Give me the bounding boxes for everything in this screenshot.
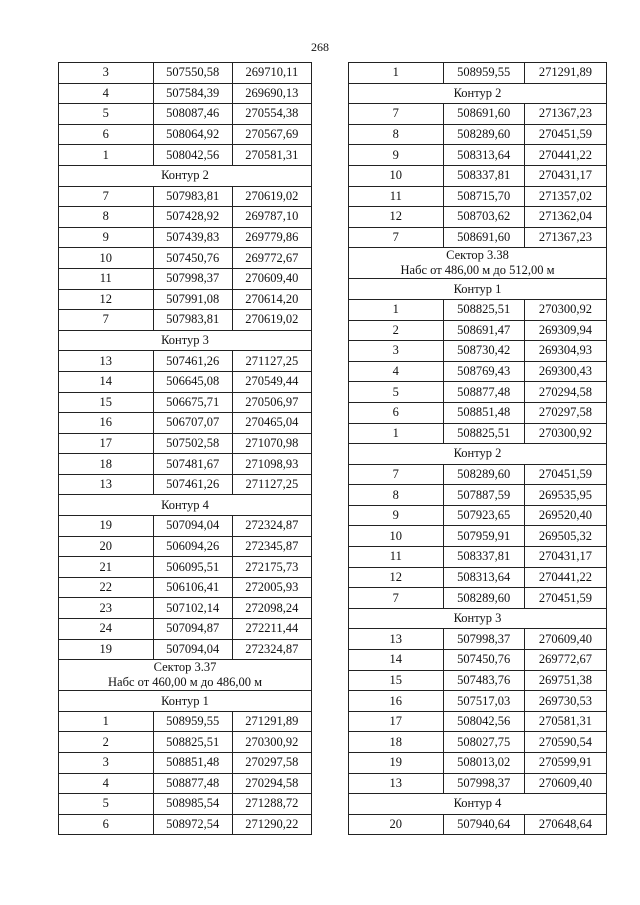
section-header	[59, 165, 312, 186]
table-row	[59, 351, 312, 372]
x-coordinate-cell: 508691,60	[443, 227, 524, 248]
section-header-line: Контур 4	[453, 796, 502, 811]
table-row	[59, 536, 312, 557]
table-row	[349, 382, 607, 403]
x-coordinate-cell: 508985,54	[153, 794, 232, 815]
point-number-cell: 7	[349, 227, 444, 248]
table-row	[349, 145, 607, 166]
x-coordinate-cell: 508769,43	[443, 361, 524, 382]
x-coordinate-cell: 508691,60	[443, 104, 524, 125]
y-coordinate-cell: 270590,54	[524, 732, 606, 753]
section-header-line: Контур 3	[453, 611, 502, 626]
section-header	[349, 444, 607, 465]
point-number-cell: 5	[59, 104, 154, 125]
table-row	[59, 598, 312, 619]
x-coordinate-cell: 507959,91	[443, 526, 524, 547]
y-coordinate-cell: 270609,40	[524, 629, 606, 650]
y-coordinate-cell: 270294,58	[232, 773, 311, 794]
x-coordinate-cell: 508825,51	[443, 423, 524, 444]
table-row	[349, 299, 607, 320]
point-number-cell: 5	[59, 794, 154, 815]
y-coordinate-cell: 271367,23	[524, 227, 606, 248]
table-row	[59, 516, 312, 537]
point-number-cell: 22	[59, 577, 154, 598]
section-header-line: Контур 3	[161, 333, 209, 348]
point-number-cell: 15	[349, 670, 444, 691]
y-coordinate-cell: 269309,94	[524, 320, 606, 341]
table-row	[59, 753, 312, 774]
point-number-cell: 13	[59, 474, 154, 495]
section-header-row	[349, 248, 607, 279]
y-coordinate-cell: 270581,31	[524, 711, 606, 732]
section-header-line: Контур 2	[453, 85, 502, 100]
table-row	[349, 361, 607, 382]
table-row	[349, 773, 607, 794]
x-coordinate-cell: 506095,51	[153, 557, 232, 578]
table-row	[349, 423, 607, 444]
y-coordinate-cell: 270300,92	[524, 299, 606, 320]
point-number-cell: 5	[349, 382, 444, 403]
section-header-row	[59, 660, 312, 691]
y-coordinate-cell: 269505,32	[524, 526, 606, 547]
x-coordinate-cell: 508877,48	[153, 773, 232, 794]
x-coordinate-cell: 507991,08	[153, 289, 232, 310]
x-coordinate-cell: 508851,48	[443, 402, 524, 423]
point-number-cell: 14	[349, 650, 444, 671]
x-coordinate-cell: 507439,83	[153, 227, 232, 248]
point-number-cell: 10	[349, 165, 444, 186]
y-coordinate-cell: 270614,20	[232, 289, 311, 310]
point-number-cell: 7	[349, 464, 444, 485]
table-row	[59, 124, 312, 145]
point-number-cell: 12	[349, 207, 444, 228]
section-header	[59, 495, 312, 516]
y-coordinate-cell: 269710,11	[232, 63, 311, 84]
x-coordinate-cell: 507502,58	[153, 433, 232, 454]
point-number-cell: 17	[59, 433, 154, 454]
y-coordinate-cell: 269690,13	[232, 83, 311, 104]
section-header-line: Контур 4	[161, 497, 209, 512]
section-header	[59, 660, 312, 691]
table-row	[59, 63, 312, 84]
table-row	[59, 207, 312, 228]
point-number-cell: 15	[59, 392, 154, 413]
table-row	[349, 505, 607, 526]
x-coordinate-cell: 507450,76	[443, 650, 524, 671]
table-row	[349, 547, 607, 568]
x-coordinate-cell: 507998,37	[153, 268, 232, 289]
table-row	[59, 577, 312, 598]
table-row	[59, 639, 312, 660]
table-row	[59, 773, 312, 794]
point-number-cell: 1	[59, 145, 154, 166]
y-coordinate-cell: 270451,59	[524, 588, 606, 609]
x-coordinate-cell: 507094,87	[153, 619, 232, 640]
table-row	[59, 711, 312, 732]
y-coordinate-cell: 270599,91	[524, 753, 606, 774]
y-coordinate-cell: 272098,24	[232, 598, 311, 619]
table-row	[59, 474, 312, 495]
x-coordinate-cell: 507940,64	[443, 814, 524, 835]
section-header	[349, 83, 607, 104]
section-header	[349, 608, 607, 629]
table-row	[349, 165, 607, 186]
section-header-line: Контур 2	[161, 168, 209, 183]
table-row	[349, 753, 607, 774]
y-coordinate-cell: 272345,87	[232, 536, 311, 557]
coordinates-table-left	[58, 62, 312, 835]
x-coordinate-cell: 508959,55	[153, 711, 232, 732]
point-number-cell: 3	[59, 753, 154, 774]
point-number-cell: 21	[59, 557, 154, 578]
table-row	[349, 207, 607, 228]
x-coordinate-cell: 507481,67	[153, 454, 232, 475]
y-coordinate-cell: 271362,04	[524, 207, 606, 228]
y-coordinate-cell: 270619,02	[232, 310, 311, 331]
y-coordinate-cell: 269304,93	[524, 341, 606, 362]
y-coordinate-cell: 270554,38	[232, 104, 311, 125]
point-number-cell: 14	[59, 371, 154, 392]
point-number-cell: 8	[349, 485, 444, 506]
point-number-cell: 19	[59, 516, 154, 537]
x-coordinate-cell: 508959,55	[443, 63, 524, 84]
y-coordinate-cell: 269520,40	[524, 505, 606, 526]
y-coordinate-cell: 271367,23	[524, 104, 606, 125]
x-coordinate-cell: 508825,51	[443, 299, 524, 320]
section-header-row	[349, 794, 607, 815]
x-coordinate-cell: 508730,42	[443, 341, 524, 362]
x-coordinate-cell: 508877,48	[443, 382, 524, 403]
x-coordinate-cell: 508337,81	[443, 547, 524, 568]
section-header-line: Набс от 460,00 м до 486,00 м	[108, 675, 262, 690]
section-header-line: Сектор 3.38	[446, 248, 509, 263]
table-row	[349, 341, 607, 362]
table-row	[59, 145, 312, 166]
point-number-cell: 16	[349, 691, 444, 712]
y-coordinate-cell: 270300,92	[524, 423, 606, 444]
section-header-row	[59, 691, 312, 712]
x-coordinate-cell: 508313,64	[443, 145, 524, 166]
point-number-cell: 8	[349, 124, 444, 145]
x-coordinate-cell: 508064,92	[153, 124, 232, 145]
point-number-cell: 13	[59, 351, 154, 372]
y-coordinate-cell: 270506,97	[232, 392, 311, 413]
point-number-cell: 10	[59, 248, 154, 269]
point-number-cell: 4	[349, 361, 444, 382]
table-row	[349, 186, 607, 207]
y-coordinate-cell: 271290,22	[232, 814, 311, 835]
section-header-row	[59, 495, 312, 516]
table-row	[349, 104, 607, 125]
table-row	[349, 814, 607, 835]
x-coordinate-cell: 507550,58	[153, 63, 232, 84]
y-coordinate-cell: 271127,25	[232, 351, 311, 372]
table-row	[59, 310, 312, 331]
table-row	[349, 711, 607, 732]
section-header	[349, 794, 607, 815]
x-coordinate-cell: 507983,81	[153, 310, 232, 331]
y-coordinate-cell: 272324,87	[232, 639, 311, 660]
section-header-line: Набс от 486,00 м до 512,00 м	[400, 263, 555, 278]
point-number-cell: 13	[349, 773, 444, 794]
point-number-cell: 12	[349, 567, 444, 588]
x-coordinate-cell: 506094,26	[153, 536, 232, 557]
x-coordinate-cell: 507461,26	[153, 474, 232, 495]
table-row	[349, 567, 607, 588]
x-coordinate-cell: 508825,51	[153, 732, 232, 753]
point-number-cell: 19	[59, 639, 154, 660]
coordinates-table-right	[348, 62, 607, 835]
y-coordinate-cell: 270451,59	[524, 464, 606, 485]
x-coordinate-cell: 507450,76	[153, 248, 232, 269]
y-coordinate-cell: 269779,86	[232, 227, 311, 248]
x-coordinate-cell: 507584,39	[153, 83, 232, 104]
x-coordinate-cell: 507923,65	[443, 505, 524, 526]
section-header-line: Контур 1	[161, 693, 209, 708]
y-coordinate-cell: 271098,93	[232, 454, 311, 475]
y-coordinate-cell: 269535,95	[524, 485, 606, 506]
x-coordinate-cell: 507461,26	[153, 351, 232, 372]
table-row	[59, 732, 312, 753]
x-coordinate-cell: 508013,02	[443, 753, 524, 774]
table-row	[59, 814, 312, 835]
x-coordinate-cell: 507517,03	[443, 691, 524, 712]
y-coordinate-cell: 269787,10	[232, 207, 311, 228]
point-number-cell: 9	[349, 145, 444, 166]
y-coordinate-cell: 270451,59	[524, 124, 606, 145]
table-row	[349, 485, 607, 506]
x-coordinate-cell: 508337,81	[443, 165, 524, 186]
y-coordinate-cell: 270567,69	[232, 124, 311, 145]
x-coordinate-cell: 507998,37	[443, 629, 524, 650]
table-row	[59, 619, 312, 640]
table-row	[349, 464, 607, 485]
table-row	[349, 650, 607, 671]
y-coordinate-cell: 272005,93	[232, 577, 311, 598]
section-header	[59, 330, 312, 351]
point-number-cell: 3	[59, 63, 154, 84]
y-coordinate-cell: 272211,44	[232, 619, 311, 640]
table-row	[349, 732, 607, 753]
point-number-cell: 17	[349, 711, 444, 732]
point-number-cell: 9	[59, 227, 154, 248]
y-coordinate-cell: 271291,89	[232, 711, 311, 732]
x-coordinate-cell: 506645,08	[153, 371, 232, 392]
y-coordinate-cell: 271291,89	[524, 63, 606, 84]
x-coordinate-cell: 507483,76	[443, 670, 524, 691]
point-number-cell: 1	[59, 711, 154, 732]
point-number-cell: 6	[59, 124, 154, 145]
section-header-row	[349, 444, 607, 465]
table-row	[59, 557, 312, 578]
point-number-cell: 18	[59, 454, 154, 475]
table-row	[59, 268, 312, 289]
x-coordinate-cell: 508289,60	[443, 464, 524, 485]
y-coordinate-cell: 270441,22	[524, 145, 606, 166]
x-coordinate-cell: 508289,60	[443, 124, 524, 145]
y-coordinate-cell: 269772,67	[232, 248, 311, 269]
point-number-cell: 4	[59, 773, 154, 794]
x-coordinate-cell: 507102,14	[153, 598, 232, 619]
point-number-cell: 12	[59, 289, 154, 310]
y-coordinate-cell: 270609,40	[524, 773, 606, 794]
x-coordinate-cell: 508691,47	[443, 320, 524, 341]
table-row	[59, 289, 312, 310]
point-number-cell: 1	[349, 423, 444, 444]
x-coordinate-cell: 508972,54	[153, 814, 232, 835]
point-number-cell: 13	[349, 629, 444, 650]
page-number: 268	[311, 40, 329, 54]
y-coordinate-cell: 270648,64	[524, 814, 606, 835]
section-header-line: Контур 1	[453, 281, 502, 296]
point-number-cell: 4	[59, 83, 154, 104]
section-header-line: Сектор 3.37	[153, 660, 217, 675]
table-row	[59, 83, 312, 104]
point-number-cell: 7	[349, 588, 444, 609]
point-number-cell: 1	[349, 63, 444, 84]
point-number-cell: 20	[349, 814, 444, 835]
table-row	[59, 248, 312, 269]
point-number-cell: 19	[349, 753, 444, 774]
y-coordinate-cell: 269772,67	[524, 650, 606, 671]
y-coordinate-cell: 270609,40	[232, 268, 311, 289]
x-coordinate-cell: 508027,75	[443, 732, 524, 753]
section-header-line: Контур 2	[453, 446, 502, 461]
table-row	[59, 413, 312, 434]
table-row	[349, 691, 607, 712]
y-coordinate-cell: 271127,25	[232, 474, 311, 495]
table-row	[349, 124, 607, 145]
x-coordinate-cell: 507094,04	[153, 516, 232, 537]
x-coordinate-cell: 508313,64	[443, 567, 524, 588]
point-number-cell: 8	[59, 207, 154, 228]
y-coordinate-cell: 272324,87	[232, 516, 311, 537]
point-number-cell: 1	[349, 299, 444, 320]
y-coordinate-cell: 270549,44	[232, 371, 311, 392]
y-coordinate-cell: 271288,72	[232, 794, 311, 815]
y-coordinate-cell: 269300,43	[524, 361, 606, 382]
table-row	[59, 794, 312, 815]
point-number-cell: 3	[349, 341, 444, 362]
x-coordinate-cell: 507887,59	[443, 485, 524, 506]
point-number-cell: 7	[59, 186, 154, 207]
point-number-cell: 11	[349, 186, 444, 207]
point-number-cell: 6	[349, 402, 444, 423]
table-row	[349, 63, 607, 84]
point-number-cell: 6	[59, 814, 154, 835]
table-row	[349, 629, 607, 650]
table-row	[59, 104, 312, 125]
table-row	[59, 433, 312, 454]
x-coordinate-cell: 507094,04	[153, 639, 232, 660]
x-coordinate-cell: 508042,56	[443, 711, 524, 732]
x-coordinate-cell: 508289,60	[443, 588, 524, 609]
section-header	[349, 279, 607, 300]
table-row	[349, 670, 607, 691]
y-coordinate-cell: 270581,31	[232, 145, 311, 166]
y-coordinate-cell: 270294,58	[524, 382, 606, 403]
x-coordinate-cell: 507428,92	[153, 207, 232, 228]
point-number-cell: 7	[59, 310, 154, 331]
y-coordinate-cell: 270300,92	[232, 732, 311, 753]
point-number-cell: 11	[59, 268, 154, 289]
point-number-cell: 23	[59, 598, 154, 619]
point-number-cell: 16	[59, 413, 154, 434]
point-number-cell: 2	[59, 732, 154, 753]
point-number-cell: 10	[349, 526, 444, 547]
x-coordinate-cell: 508042,56	[153, 145, 232, 166]
table-row	[349, 526, 607, 547]
section-header-row	[349, 279, 607, 300]
y-coordinate-cell: 270465,04	[232, 413, 311, 434]
table-row	[349, 402, 607, 423]
table-row	[349, 588, 607, 609]
x-coordinate-cell: 508703,62	[443, 207, 524, 228]
point-number-cell: 18	[349, 732, 444, 753]
section-header-row	[349, 608, 607, 629]
section-header-row	[59, 330, 312, 351]
table-row	[59, 227, 312, 248]
x-coordinate-cell: 506675,71	[153, 392, 232, 413]
section-header-row	[349, 83, 607, 104]
y-coordinate-cell: 272175,73	[232, 557, 311, 578]
section-header	[59, 691, 312, 712]
y-coordinate-cell: 269730,53	[524, 691, 606, 712]
x-coordinate-cell: 506707,07	[153, 413, 232, 434]
point-number-cell: 9	[349, 505, 444, 526]
table-row	[59, 371, 312, 392]
y-coordinate-cell: 270297,58	[232, 753, 311, 774]
y-coordinate-cell: 270431,17	[524, 547, 606, 568]
table-row	[59, 454, 312, 475]
x-coordinate-cell: 508087,46	[153, 104, 232, 125]
section-header-row	[59, 165, 312, 186]
section-header	[349, 248, 607, 279]
y-coordinate-cell: 271357,02	[524, 186, 606, 207]
y-coordinate-cell: 271070,98	[232, 433, 311, 454]
x-coordinate-cell: 507998,37	[443, 773, 524, 794]
y-coordinate-cell: 270297,58	[524, 402, 606, 423]
table-row	[349, 320, 607, 341]
point-number-cell: 7	[349, 104, 444, 125]
x-coordinate-cell: 507983,81	[153, 186, 232, 207]
point-number-cell: 20	[59, 536, 154, 557]
x-coordinate-cell: 508851,48	[153, 753, 232, 774]
y-coordinate-cell: 270431,17	[524, 165, 606, 186]
y-coordinate-cell: 270441,22	[524, 567, 606, 588]
table-row	[349, 227, 607, 248]
point-number-cell: 24	[59, 619, 154, 640]
y-coordinate-cell: 269751,38	[524, 670, 606, 691]
table-row	[59, 186, 312, 207]
point-number-cell: 2	[349, 320, 444, 341]
y-coordinate-cell: 270619,02	[232, 186, 311, 207]
x-coordinate-cell: 506106,41	[153, 577, 232, 598]
point-number-cell: 11	[349, 547, 444, 568]
table-row	[59, 392, 312, 413]
x-coordinate-cell: 508715,70	[443, 186, 524, 207]
